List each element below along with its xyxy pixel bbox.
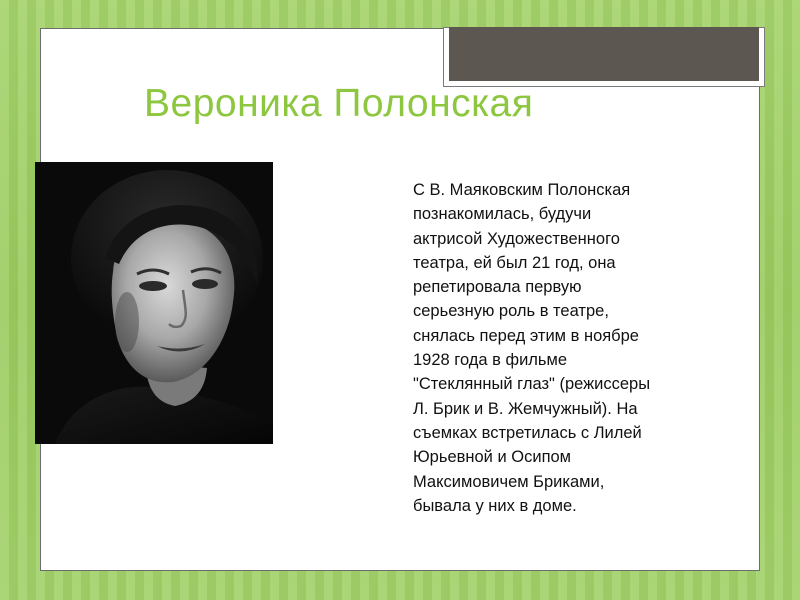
slide-title: Вероника Полонская: [144, 82, 534, 125]
portrait-photo: [35, 162, 273, 444]
corner-decoration-panel: [449, 27, 759, 81]
slide-body-text: С В. Маяковским Полонская познакомилась, будучи актрисой Художественного театра, ей был 21 год, она репетировала первую серьезную роль в театре, снялась перед этим в ноябре 1928 года в фильме "Стеклянный глаз" (режиссеры Л. Брик и В. Жемчужный). На съемках встретилась с Лилей Юрьевной и Осипом Максимовичем Бриками, бывала у них в доме.: [413, 181, 651, 515]
